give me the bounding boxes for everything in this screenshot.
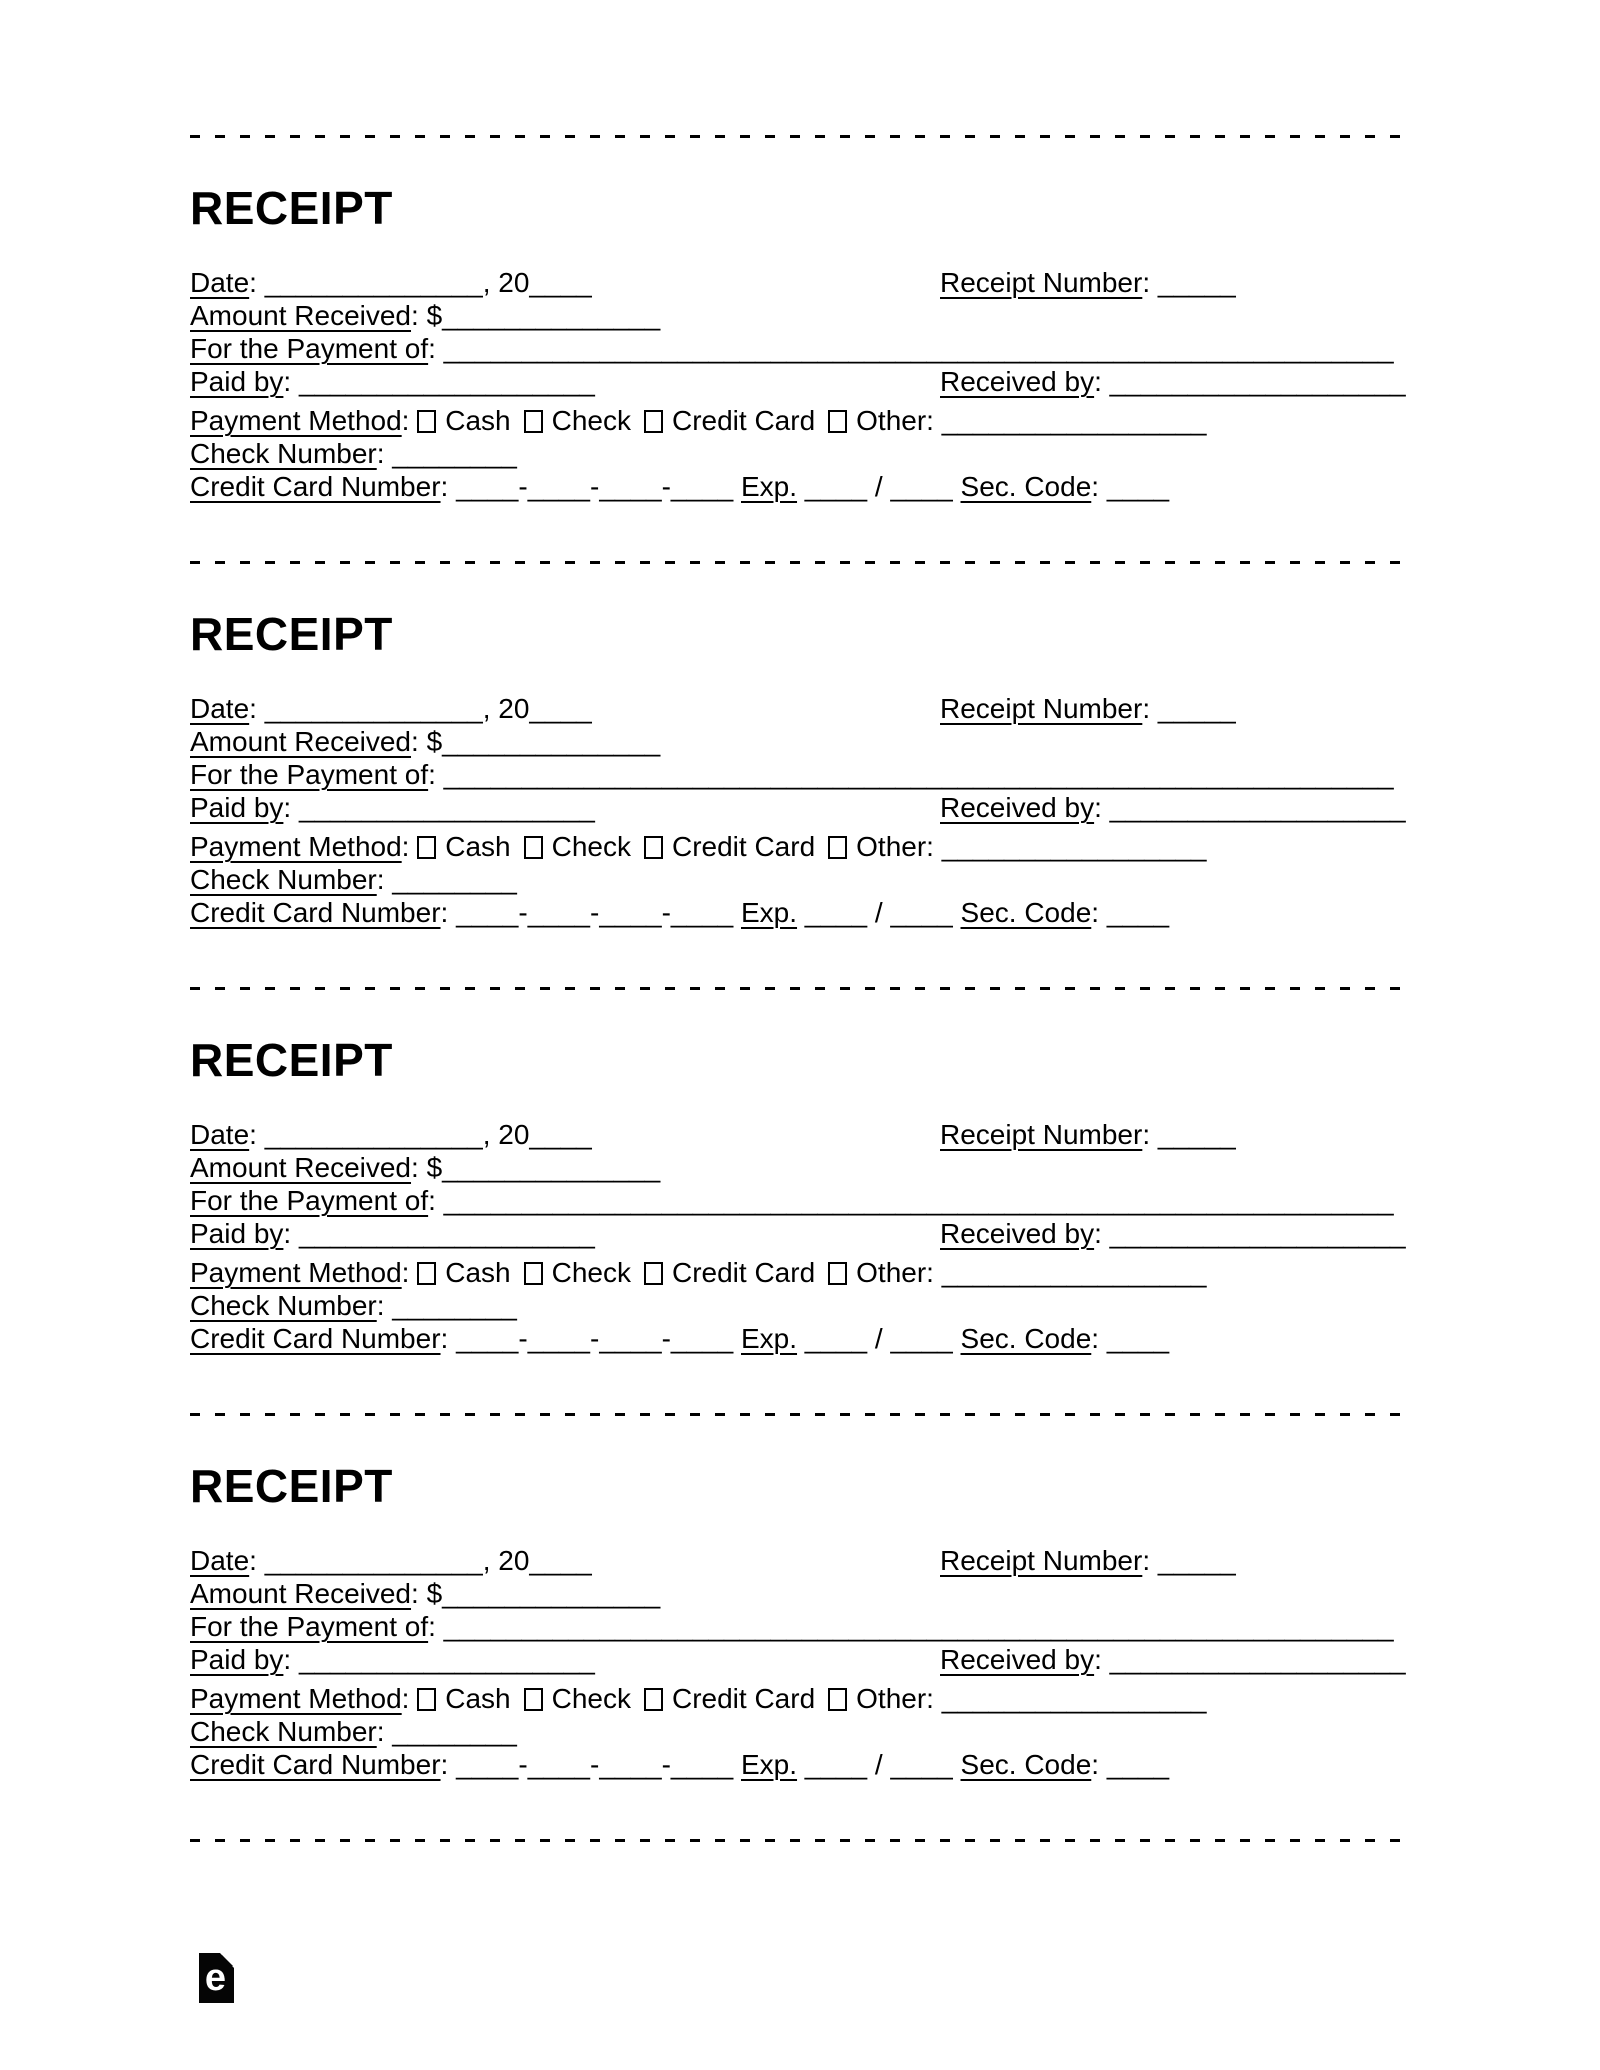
payment-of-label: For the Payment of xyxy=(190,1185,429,1216)
amount-received-label: Amount Received xyxy=(190,726,412,757)
credit-card-option-label: Credit Card xyxy=(671,831,816,862)
receipt-number-field xyxy=(940,1544,1236,1577)
checkbox-other-icon xyxy=(828,836,847,859)
received-by-blank: : ___________________ xyxy=(1094,1218,1406,1249)
credit-card-row xyxy=(190,470,1406,503)
receipt-section xyxy=(190,987,1406,1355)
receipt-fields xyxy=(190,266,1406,503)
amount-row xyxy=(190,725,1406,758)
date-row xyxy=(190,1118,1406,1151)
receipt-fields xyxy=(190,1544,1406,1781)
checkbox-credit-card-icon xyxy=(644,1262,663,1285)
check-option-label: Check xyxy=(551,831,631,862)
checkbox-cash-icon xyxy=(417,410,436,433)
paid-by-row xyxy=(190,791,1406,824)
other-blank: _________________ xyxy=(941,1257,1207,1288)
date-row xyxy=(190,692,1406,725)
check-number-row xyxy=(190,437,1406,470)
check-option-label: Check xyxy=(551,405,631,436)
paid-by-blank: : ___________________ xyxy=(283,1644,595,1675)
credit-card-row xyxy=(190,1748,1406,1781)
payment-of-label: For the Payment of xyxy=(190,1611,429,1642)
cash-option-label: Cash xyxy=(445,405,511,436)
eforms-logo xyxy=(199,1953,234,2003)
payment-method-row xyxy=(190,830,1406,863)
amount-row xyxy=(190,1151,1406,1184)
amount-received-label: Amount Received xyxy=(190,1578,412,1609)
receipt-number-field xyxy=(940,692,1236,725)
cut-line-dashes xyxy=(190,987,1401,990)
other-label: Other: xyxy=(856,405,942,436)
payment-method-colon: : xyxy=(401,1257,418,1288)
paid-by-blank: : ___________________ xyxy=(283,792,595,823)
check-number-blank: : ________ xyxy=(376,1716,517,1747)
other-label: Other: xyxy=(856,831,942,862)
received-by-blank: : ___________________ xyxy=(1094,792,1406,823)
payment-of-row xyxy=(190,332,1406,365)
checkbox-check-icon xyxy=(524,1262,543,1285)
checkbox-cash-icon xyxy=(417,836,436,859)
cut-line-dashes xyxy=(190,1413,1401,1416)
cut-line-dashes xyxy=(190,135,1401,138)
checkbox-credit-card-icon xyxy=(644,410,663,433)
check-number-blank: : ________ xyxy=(376,1290,517,1321)
credit-card-row xyxy=(190,896,1406,929)
credit-card-number-label: Credit Card Number xyxy=(190,1749,441,1780)
received-by-field xyxy=(940,1643,1406,1676)
other-label: Other: xyxy=(856,1683,942,1714)
date-label: Date xyxy=(190,1545,250,1576)
payment-of-label: For the Payment of xyxy=(190,759,429,790)
check-number-blank: : ________ xyxy=(376,864,517,895)
payment-of-blank: : _____________________________________________________________ xyxy=(428,333,1394,364)
payment-method-colon: : xyxy=(401,1683,418,1714)
payment-method-label: Payment Method xyxy=(190,405,402,436)
credit-card-option-label: Credit Card xyxy=(671,1683,816,1714)
cash-option-label: Cash xyxy=(445,1257,511,1288)
check-number-label: Check Number xyxy=(190,1290,377,1321)
receipt-number-blank: : _____ xyxy=(1142,1545,1236,1576)
paid-by-label: Paid by xyxy=(190,366,284,397)
checkbox-check-icon xyxy=(524,836,543,859)
receipt-number-field xyxy=(940,266,1236,299)
receipt-number-label: Receipt Number xyxy=(940,693,1143,724)
credit-card-blanks: : ____-____-____-____ xyxy=(440,1749,741,1780)
check-number-row xyxy=(190,1289,1406,1322)
amount-row xyxy=(190,299,1406,332)
check-option-label: Check xyxy=(551,1683,631,1714)
payment-of-blank: : _____________________________________________________________ xyxy=(428,1185,1394,1216)
paid-by-blank: : ___________________ xyxy=(283,366,595,397)
date-row xyxy=(190,266,1406,299)
payment-method-colon: : xyxy=(401,831,418,862)
amount-blank: : $______________ xyxy=(411,1152,661,1183)
checkbox-check-icon xyxy=(524,1688,543,1711)
payment-of-row xyxy=(190,758,1406,791)
other-label: Other: xyxy=(856,1257,942,1288)
receipt-number-label: Receipt Number xyxy=(940,1119,1143,1150)
date-blank: : ______________, 20____ xyxy=(249,1545,592,1576)
exp-blanks: ____ / ____ xyxy=(797,471,961,502)
receipt-section xyxy=(190,1413,1406,1781)
paid-by-row xyxy=(190,1643,1406,1676)
exp-label: Exp. xyxy=(741,1323,798,1354)
payment-method-row xyxy=(190,1682,1406,1715)
sec-code-label: Sec. Code xyxy=(960,897,1092,928)
payment-method-label: Payment Method xyxy=(190,1683,402,1714)
receipt-section xyxy=(190,135,1406,503)
exp-label: Exp. xyxy=(741,1749,798,1780)
exp-blanks: ____ / ____ xyxy=(797,1323,961,1354)
receipt-title: RECEIPT xyxy=(190,1460,393,1512)
cash-option-label: Cash xyxy=(445,1683,511,1714)
check-number-label: Check Number xyxy=(190,1716,377,1747)
sec-code-label: Sec. Code xyxy=(960,471,1092,502)
checkbox-credit-card-icon xyxy=(644,1688,663,1711)
payment-method-label: Payment Method xyxy=(190,831,402,862)
amount-row xyxy=(190,1577,1406,1610)
received-by-field xyxy=(940,1217,1406,1250)
exp-label: Exp. xyxy=(741,471,798,502)
sec-code-label: Sec. Code xyxy=(960,1323,1092,1354)
payment-method-label: Payment Method xyxy=(190,1257,402,1288)
receipt-fields xyxy=(190,1118,1406,1355)
date-blank: : ______________, 20____ xyxy=(249,1119,592,1150)
credit-card-number-label: Credit Card Number xyxy=(190,1323,441,1354)
payment-of-label: For the Payment of xyxy=(190,333,429,364)
received-by-label: Received by xyxy=(940,792,1095,823)
date-label: Date xyxy=(190,1119,250,1150)
payment-method-row xyxy=(190,404,1406,437)
credit-card-number-label: Credit Card Number xyxy=(190,471,441,502)
credit-card-blanks: : ____-____-____-____ xyxy=(440,1323,741,1354)
other-blank: _________________ xyxy=(941,405,1207,436)
credit-card-blanks: : ____-____-____-____ xyxy=(440,897,741,928)
check-number-blank: : ________ xyxy=(376,438,517,469)
payment-of-blank: : _____________________________________________________________ xyxy=(428,759,1394,790)
paid-by-row xyxy=(190,365,1406,398)
cash-option-label: Cash xyxy=(445,831,511,862)
checkbox-check-icon xyxy=(524,410,543,433)
check-number-label: Check Number xyxy=(190,438,377,469)
exp-blanks: ____ / ____ xyxy=(797,897,961,928)
date-label: Date xyxy=(190,693,250,724)
cut-line-dashes xyxy=(190,561,1401,564)
cut-line-dashes xyxy=(190,1839,1401,1842)
check-number-row xyxy=(190,1715,1406,1748)
credit-card-number-label: Credit Card Number xyxy=(190,897,441,928)
received-by-label: Received by xyxy=(940,1218,1095,1249)
receipt-number-blank: : _____ xyxy=(1142,1119,1236,1150)
exp-label: Exp. xyxy=(741,897,798,928)
received-by-blank: : ___________________ xyxy=(1094,1644,1406,1675)
amount-blank: : $______________ xyxy=(411,1578,661,1609)
receipt-number-field xyxy=(940,1118,1236,1151)
amount-received-label: Amount Received xyxy=(190,1152,412,1183)
receipt-number-label: Receipt Number xyxy=(940,1545,1143,1576)
credit-card-blanks: : ____-____-____-____ xyxy=(440,471,741,502)
payment-method-row xyxy=(190,1256,1406,1289)
check-number-label: Check Number xyxy=(190,864,377,895)
other-blank: _________________ xyxy=(941,1683,1207,1714)
paid-by-row xyxy=(190,1217,1406,1250)
other-blank: _________________ xyxy=(941,831,1207,862)
receipt-section xyxy=(190,561,1406,929)
page-content xyxy=(190,0,1406,2070)
sec-code-blank: : ____ xyxy=(1091,1749,1170,1780)
paid-by-blank: : ___________________ xyxy=(283,1218,595,1249)
checkbox-other-icon xyxy=(828,1262,847,1285)
payment-of-row xyxy=(190,1184,1406,1217)
date-blank: : ______________, 20____ xyxy=(249,267,592,298)
amount-blank: : $______________ xyxy=(411,300,661,331)
paid-by-label: Paid by xyxy=(190,1644,284,1675)
receipt-fields xyxy=(190,692,1406,929)
sec-code-blank: : ____ xyxy=(1091,1323,1170,1354)
checkbox-cash-icon xyxy=(417,1262,436,1285)
checkbox-cash-icon xyxy=(417,1688,436,1711)
amount-received-label: Amount Received xyxy=(190,300,412,331)
receipt-title: RECEIPT xyxy=(190,1034,393,1086)
checkbox-other-icon xyxy=(828,1688,847,1711)
receipt-number-blank: : _____ xyxy=(1142,267,1236,298)
received-by-label: Received by xyxy=(940,366,1095,397)
sec-code-blank: : ____ xyxy=(1091,471,1170,502)
paid-by-label: Paid by xyxy=(190,1218,284,1249)
sec-code-label: Sec. Code xyxy=(960,1749,1092,1780)
logo-letter: e xyxy=(204,1956,227,1999)
checkbox-credit-card-icon xyxy=(644,836,663,859)
receipt-number-label: Receipt Number xyxy=(940,267,1143,298)
receipt-number-blank: : _____ xyxy=(1142,693,1236,724)
check-number-row xyxy=(190,863,1406,896)
exp-blanks: ____ / ____ xyxy=(797,1749,961,1780)
credit-card-option-label: Credit Card xyxy=(671,1257,816,1288)
credit-card-option-label: Credit Card xyxy=(671,405,816,436)
receipt-title: RECEIPT xyxy=(190,608,393,660)
paid-by-label: Paid by xyxy=(190,792,284,823)
amount-blank: : $______________ xyxy=(411,726,661,757)
checkbox-other-icon xyxy=(828,410,847,433)
check-option-label: Check xyxy=(551,1257,631,1288)
received-by-label: Received by xyxy=(940,1644,1095,1675)
payment-of-row xyxy=(190,1610,1406,1643)
credit-card-row xyxy=(190,1322,1406,1355)
received-by-field xyxy=(940,365,1406,398)
received-by-field xyxy=(940,791,1406,824)
received-by-blank: : ___________________ xyxy=(1094,366,1406,397)
date-row xyxy=(190,1544,1406,1577)
payment-of-blank: : _____________________________________________________________ xyxy=(428,1611,1394,1642)
date-blank: : ______________, 20____ xyxy=(249,693,592,724)
receipt-title: RECEIPT xyxy=(190,182,393,234)
sec-code-blank: : ____ xyxy=(1091,897,1170,928)
payment-method-colon: : xyxy=(401,405,418,436)
date-label: Date xyxy=(190,267,250,298)
